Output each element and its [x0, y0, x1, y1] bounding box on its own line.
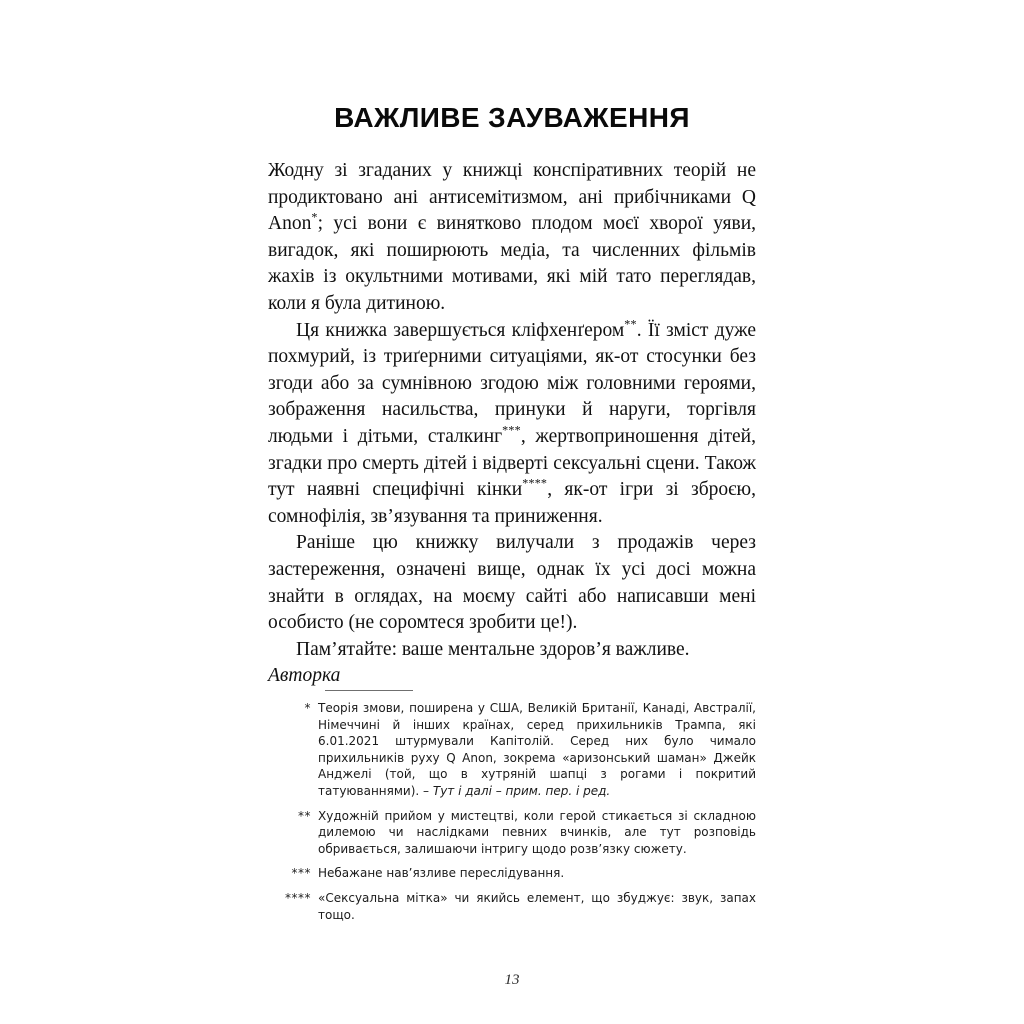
paragraph-3: Раніше цю книжку вилучали з продажів через застереження, означені вище, однак їх усі досі можна знайти в оглядах, на моєму сайті або написавши мені особисто (не соромтеся зробити це!). [268, 532, 756, 634]
footnote-text [318, 865, 756, 882]
paragraph-2 [268, 318, 756, 531]
footnote-marker: ** [298, 808, 311, 823]
footnote-ref-1[interactable]: * [311, 210, 318, 225]
footnote-separator-rule [325, 690, 413, 691]
footnote-text-main: Художній прийом у мистецтві, коли герой стикається зі складною дилемою чи наслідками певних вчинків, але тут розповідь обривається, залишаючи інтригу щодо розв’язку сюжету. [318, 808, 756, 856]
body-text-block [268, 158, 756, 690]
page-number: 13 [504, 972, 520, 988]
paragraph-2-text-a: Ця книжка завершується кліфхенґером [296, 319, 625, 341]
paragraph-2-text-c: , жертвоприношення дітей, згадки про смерть дітей і відверті сексуальні сцени. Також тут наявні специфічні кінки [268, 425, 756, 501]
footnote-marker: **** [285, 890, 311, 905]
footnote-text-italic: Тут і далі – прим. пер. і ред. [432, 783, 611, 798]
paragraph-2-text-b: . Її зміст дуже похмурий, із триґерними ситуаціями, як-от стосунки без згоди або за сумнівною згодою між головними героями, зображення насильства, принуки й наруги, торгівля людьми і дітьми, сталкинг [268, 319, 756, 447]
paragraph-1 [268, 158, 756, 318]
footnote-item [268, 890, 756, 923]
paragraph-2-text-d: , як-от ігри зі зброєю, сомнофілія, зв’язування та приниження. [268, 479, 756, 527]
footnote-item [268, 700, 756, 800]
footnote-text [318, 700, 756, 800]
paragraph-1-text-a: Жодну зі згаданих у книжці конспіративних теорій не продиктовано ані антисемітизмом, ані прибічниками Q Anon [268, 160, 756, 235]
author-signature: Авторка [268, 665, 341, 687]
footnote-marker: * [304, 701, 311, 715]
paragraph-1-text-b: ; усі вони є винятково плодом моєї хворої уяви, вигадок, які поширюють медіа, та численних фільмів жахів із окультними мотивами, які мій тато переглядав, коли я була дитиною. [268, 213, 756, 314]
footnote-ref-3[interactable]: *** [502, 423, 521, 438]
paragraph-4: Пам’ятайте: ваше ментальне здоров’я важливе. [296, 638, 690, 660]
footnote-ref-4[interactable]: **** [522, 476, 548, 491]
footnote-text [318, 808, 756, 858]
footnote-text-main: Небажане нав’язливе переслідування. [318, 866, 565, 881]
footnotes-section [268, 690, 756, 923]
footnote-marker: *** [291, 866, 311, 881]
footnote-text-main: «Сексуальна мітка» чи якийсь елемент, що збуджує: звук, запах тощо. [318, 890, 756, 922]
footnote-item [268, 808, 756, 858]
page-title: ВАЖЛИВЕ ЗАУВАЖЕННЯ [334, 101, 690, 133]
footnote-ref-2[interactable]: ** [624, 317, 637, 332]
footnote-text-main: Теорія змови, поширена у США, Великій Британії, Канаді, Австралії, Німеччині й інших країнах, серед прихильників Трампа, які 6.01.2021 штурмували Капітолій. Серед них було чимало прихильників руху Q Anon, зокрема «аризонський шаман» Джейк Анджелі (той, що в хутряній шапці з рогами і покритий татуюваннями). – [318, 701, 756, 798]
footnote-item [268, 865, 756, 882]
footnote-text [318, 890, 756, 923]
